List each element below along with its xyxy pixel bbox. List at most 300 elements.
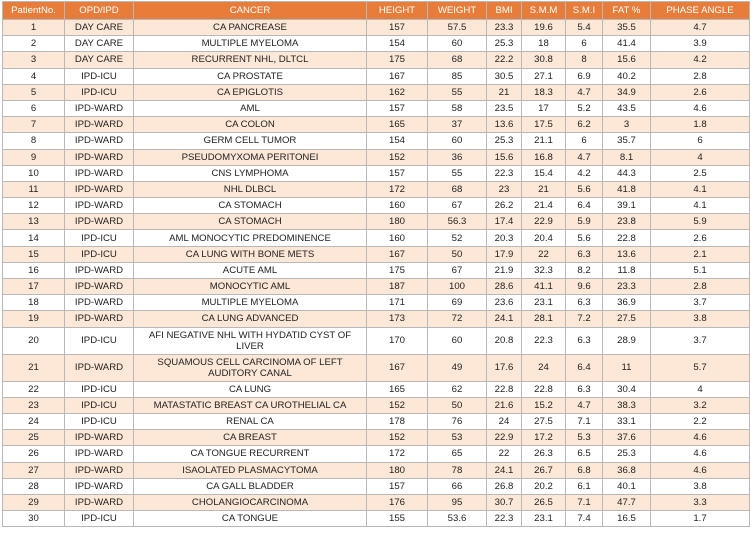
column-header-bmi: BMI — [487, 2, 522, 20]
table-cell: 7 — [3, 117, 65, 133]
table-cell: IPD-WARD — [65, 462, 134, 478]
table-cell: 2.8 — [651, 68, 750, 84]
table-cell: 6.8 — [566, 462, 603, 478]
table-cell: 22 — [3, 381, 65, 397]
table-cell: IPD-WARD — [65, 354, 134, 381]
table-cell: 152 — [367, 430, 428, 446]
table-cell: 47.7 — [603, 494, 651, 510]
table-row — [3, 214, 750, 230]
table-cell: 154 — [367, 36, 428, 52]
table-cell: IPD-WARD — [65, 214, 134, 230]
table-row — [3, 413, 750, 429]
table-cell: 6.2 — [566, 117, 603, 133]
column-header-smi: S.M.I — [566, 2, 603, 20]
table-cell: 2.6 — [651, 84, 750, 100]
column-header-opd-ipd: OPD/IPD — [65, 2, 134, 20]
table-cell: 22.3 — [487, 511, 522, 527]
table-cell: 165 — [367, 117, 428, 133]
table-cell: 2.6 — [651, 230, 750, 246]
table-cell: 13 — [3, 214, 65, 230]
table-cell: 22 — [487, 446, 522, 462]
patient-data-table — [2, 1, 750, 527]
table-cell: 6.5 — [566, 446, 603, 462]
table-cell: 6.4 — [566, 354, 603, 381]
table-cell: 8 — [566, 52, 603, 68]
table-cell: 5.1 — [651, 262, 750, 278]
table-cell: 11 — [3, 181, 65, 197]
table-cell: 167 — [367, 354, 428, 381]
table-cell: 66 — [428, 478, 487, 494]
column-header-cancer: CANCER — [134, 2, 367, 20]
table-cell: 21.4 — [522, 198, 566, 214]
column-header-height: HEIGHT — [367, 2, 428, 20]
table-cell: IPD-WARD — [65, 181, 134, 197]
table-row — [3, 327, 750, 354]
table-cell: DAY CARE — [65, 36, 134, 52]
table-row — [3, 262, 750, 278]
table-cell: 62 — [428, 381, 487, 397]
table-cell: 12 — [3, 198, 65, 214]
table-cell: 38.3 — [603, 397, 651, 413]
table-cell: IPD-ICU — [65, 84, 134, 100]
table-cell: 27.5 — [522, 413, 566, 429]
table-cell: 24 — [522, 354, 566, 381]
table-cell: ACUTE AML — [134, 262, 367, 278]
table-cell: 41.8 — [603, 181, 651, 197]
table-cell: 22.9 — [522, 214, 566, 230]
table-row — [3, 36, 750, 52]
table-cell: 67 — [428, 198, 487, 214]
table-cell: 33.1 — [603, 413, 651, 429]
table-cell: 58 — [428, 100, 487, 116]
table-cell: 155 — [367, 511, 428, 527]
table-cell: 5.3 — [566, 430, 603, 446]
table-cell: 27 — [3, 462, 65, 478]
column-header-phase-angle: PHASE ANGLE — [651, 2, 750, 20]
table-cell: 20.2 — [522, 478, 566, 494]
table-cell: 43.5 — [603, 100, 651, 116]
table-cell: 187 — [367, 279, 428, 295]
table-cell: 5.9 — [651, 214, 750, 230]
table-cell: 18.3 — [522, 84, 566, 100]
table-cell: CA STOMACH — [134, 198, 367, 214]
table-row — [3, 430, 750, 446]
table-cell: 25.3 — [603, 446, 651, 462]
table-cell: 6.3 — [566, 327, 603, 354]
table-cell: CA STOMACH — [134, 214, 367, 230]
table-cell: 7.1 — [566, 494, 603, 510]
table-cell: 11 — [603, 354, 651, 381]
table-cell: 17.5 — [522, 117, 566, 133]
table-cell: 157 — [367, 478, 428, 494]
table-cell: 11.8 — [603, 262, 651, 278]
table-cell: 24 — [487, 413, 522, 429]
table-cell: 3 — [603, 117, 651, 133]
table-cell: 60 — [428, 133, 487, 149]
column-header-patientno: PatientNo. — [3, 2, 65, 20]
table-cell: 21.1 — [522, 133, 566, 149]
table-row — [3, 511, 750, 527]
table-cell: CA LUNG ADVANCED — [134, 311, 367, 327]
table-cell: 35.7 — [603, 133, 651, 149]
table-cell: 4.6 — [651, 462, 750, 478]
table-cell: 50 — [428, 246, 487, 262]
table-cell: 175 — [367, 262, 428, 278]
table-cell: 30.8 — [522, 52, 566, 68]
table-cell: 21.6 — [487, 397, 522, 413]
table-cell: IPD-WARD — [65, 149, 134, 165]
table-cell: 19 — [3, 311, 65, 327]
table-cell: 49 — [428, 354, 487, 381]
column-header-weight: WEIGHT — [428, 2, 487, 20]
table-cell: MULTIPLE MYELOMA — [134, 36, 367, 52]
table-cell: 21 — [3, 354, 65, 381]
table-cell: 6.3 — [566, 381, 603, 397]
table-cell: 22.3 — [522, 327, 566, 354]
table-cell: 50 — [428, 397, 487, 413]
table-cell: 37.6 — [603, 430, 651, 446]
table-cell: 37 — [428, 117, 487, 133]
table-cell: IPD-ICU — [65, 397, 134, 413]
table-cell: 30 — [3, 511, 65, 527]
table-row — [3, 68, 750, 84]
table-row — [3, 230, 750, 246]
table-cell: IPD-WARD — [65, 165, 134, 181]
table-cell: 72 — [428, 311, 487, 327]
table-row — [3, 198, 750, 214]
table-cell: IPD-ICU — [65, 413, 134, 429]
table-row — [3, 52, 750, 68]
table-cell: 175 — [367, 52, 428, 68]
table-cell: 55 — [428, 165, 487, 181]
table-cell: 162 — [367, 84, 428, 100]
table-cell: 23.5 — [487, 100, 522, 116]
table-cell: 157 — [367, 165, 428, 181]
table-cell: 3.7 — [651, 327, 750, 354]
table-cell: 16.5 — [603, 511, 651, 527]
table-row — [3, 354, 750, 381]
table-cell: RECURRENT NHL, DLTCL — [134, 52, 367, 68]
table-cell: 29 — [3, 494, 65, 510]
table-cell: 60 — [428, 327, 487, 354]
table-cell: DAY CARE — [65, 52, 134, 68]
table-cell: 172 — [367, 446, 428, 462]
table-cell: 40.1 — [603, 478, 651, 494]
table-row — [3, 181, 750, 197]
table-cell: CA GALL BLADDER — [134, 478, 367, 494]
column-header-smm: S.M.M — [522, 2, 566, 20]
table-cell: 23 — [3, 397, 65, 413]
table-cell: 21 — [522, 181, 566, 197]
table-row — [3, 397, 750, 413]
table-cell: 20.3 — [487, 230, 522, 246]
table-cell: CNS LYMPHOMA — [134, 165, 367, 181]
table-cell: 68 — [428, 52, 487, 68]
table-cell: 4.6 — [651, 446, 750, 462]
table-cell: 26.3 — [522, 446, 566, 462]
table-cell: 26.7 — [522, 462, 566, 478]
table-cell: 67 — [428, 262, 487, 278]
table-cell: 4 — [3, 68, 65, 84]
table-cell: 176 — [367, 494, 428, 510]
table-cell: 18 — [3, 295, 65, 311]
table-cell: 23.3 — [487, 20, 522, 36]
table-cell: 4.7 — [566, 84, 603, 100]
table-cell: RENAL CA — [134, 413, 367, 429]
table-cell: 5.6 — [566, 230, 603, 246]
table-cell: IPD-WARD — [65, 295, 134, 311]
table-row — [3, 381, 750, 397]
table-cell: 17.4 — [487, 214, 522, 230]
table-cell: DAY CARE — [65, 20, 134, 36]
table-cell: 22.8 — [487, 381, 522, 397]
table-cell: IPD-WARD — [65, 198, 134, 214]
table-cell: 180 — [367, 462, 428, 478]
table-cell: 5 — [3, 84, 65, 100]
table-cell: 25.3 — [487, 133, 522, 149]
table-cell: 4.6 — [651, 100, 750, 116]
table-cell: CA LUNG WITH BONE METS — [134, 246, 367, 262]
table-cell: IPD-WARD — [65, 311, 134, 327]
table-cell: IPD-WARD — [65, 100, 134, 116]
table-cell: 6 — [566, 133, 603, 149]
table-cell: 68 — [428, 181, 487, 197]
table-cell: 20.4 — [522, 230, 566, 246]
table-cell: 23.1 — [522, 295, 566, 311]
table-cell: 6 — [3, 100, 65, 116]
header-row — [3, 2, 750, 20]
table-row — [3, 84, 750, 100]
table-cell: 9.6 — [566, 279, 603, 295]
table-cell: 7.2 — [566, 311, 603, 327]
table-cell: 15 — [3, 246, 65, 262]
table-cell: PSEUDOMYXOMA PERITONEI — [134, 149, 367, 165]
table-cell: 20.8 — [487, 327, 522, 354]
table-cell: 2.2 — [651, 413, 750, 429]
table-cell: 85 — [428, 68, 487, 84]
table-body — [3, 20, 750, 527]
table-cell: 4 — [651, 149, 750, 165]
table-cell: 3.2 — [651, 397, 750, 413]
table-cell: 6 — [651, 133, 750, 149]
table-cell: 28.9 — [603, 327, 651, 354]
table-row — [3, 117, 750, 133]
table-cell: CA BREAST — [134, 430, 367, 446]
table-cell: CHOLANGIOCARCINOMA — [134, 494, 367, 510]
table-cell: AML MONOCYTIC PREDOMINENCE — [134, 230, 367, 246]
table-cell: 27.5 — [603, 311, 651, 327]
table-cell: 4.7 — [651, 20, 750, 36]
table-cell: 24 — [3, 413, 65, 429]
table-cell: IPD-WARD — [65, 446, 134, 462]
table-cell: 8 — [3, 133, 65, 149]
table-cell: IPD-WARD — [65, 133, 134, 149]
table-cell: 60 — [428, 36, 487, 52]
table-cell: 52 — [428, 230, 487, 246]
table-cell: 30.7 — [487, 494, 522, 510]
table-cell: 154 — [367, 133, 428, 149]
table-cell: 5.2 — [566, 100, 603, 116]
table-cell: 167 — [367, 68, 428, 84]
column-header-fat: FAT % — [603, 2, 651, 20]
table-cell: 15.2 — [522, 397, 566, 413]
table-cell: 34.9 — [603, 84, 651, 100]
table-cell: 65 — [428, 446, 487, 462]
table-cell: 30.4 — [603, 381, 651, 397]
table-cell: 2.1 — [651, 246, 750, 262]
table-cell: 17.9 — [487, 246, 522, 262]
table-cell: 8.2 — [566, 262, 603, 278]
table-cell: IPD-ICU — [65, 381, 134, 397]
table-cell: 170 — [367, 327, 428, 354]
table-cell: IPD-WARD — [65, 279, 134, 295]
table-cell: 7.1 — [566, 413, 603, 429]
table-cell: 172 — [367, 181, 428, 197]
table-cell: 35.5 — [603, 20, 651, 36]
table-cell: 152 — [367, 149, 428, 165]
table-row — [3, 478, 750, 494]
table-cell: 56.3 — [428, 214, 487, 230]
table-row — [3, 149, 750, 165]
table-cell: 5.4 — [566, 20, 603, 36]
table-cell: CA EPIGLOTIS — [134, 84, 367, 100]
table-cell: IPD-ICU — [65, 246, 134, 262]
table-cell: 4.2 — [651, 52, 750, 68]
table-cell: 173 — [367, 311, 428, 327]
table-cell: 24.1 — [487, 462, 522, 478]
table-cell: CA PANCREASE — [134, 20, 367, 36]
table-cell: 41.4 — [603, 36, 651, 52]
table-cell: 26.2 — [487, 198, 522, 214]
table-cell: 22 — [522, 246, 566, 262]
table-cell: 26 — [3, 446, 65, 462]
table-row — [3, 462, 750, 478]
table-cell: 157 — [367, 100, 428, 116]
table-cell: 16.8 — [522, 149, 566, 165]
table-cell: 53 — [428, 430, 487, 446]
table-cell: 160 — [367, 230, 428, 246]
table-cell: 23.6 — [487, 295, 522, 311]
table-cell: IPD-WARD — [65, 494, 134, 510]
table-cell: 23.1 — [522, 511, 566, 527]
table-cell: 165 — [367, 381, 428, 397]
table-cell: 17 — [3, 279, 65, 295]
table-cell: 21.9 — [487, 262, 522, 278]
table-cell: 57.5 — [428, 20, 487, 36]
table-cell: 3.9 — [651, 36, 750, 52]
table-cell: 22.9 — [487, 430, 522, 446]
table-cell: 3 — [3, 52, 65, 68]
table-cell: 44.3 — [603, 165, 651, 181]
table-cell: 53.6 — [428, 511, 487, 527]
table-cell: 4.7 — [566, 149, 603, 165]
table-cell: 167 — [367, 246, 428, 262]
table-cell: 13.6 — [603, 246, 651, 262]
table-cell: NHL DLBCL — [134, 181, 367, 197]
table-cell: CA COLON — [134, 117, 367, 133]
table-cell: 3.8 — [651, 478, 750, 494]
table-cell: IPD-ICU — [65, 230, 134, 246]
table-cell: 10 — [3, 165, 65, 181]
table-row — [3, 295, 750, 311]
table-cell: 2.8 — [651, 279, 750, 295]
table-cell: 6.3 — [566, 246, 603, 262]
table-cell: 25.3 — [487, 36, 522, 52]
table-cell: CA LUNG — [134, 381, 367, 397]
table-cell: 1 — [3, 20, 65, 36]
table-cell: 22.2 — [487, 52, 522, 68]
table-cell: 26.8 — [487, 478, 522, 494]
table-cell: 22.8 — [603, 230, 651, 246]
table-cell: 28.6 — [487, 279, 522, 295]
table-cell: 36.9 — [603, 295, 651, 311]
table-cell: 6.3 — [566, 295, 603, 311]
table-cell: 20 — [3, 327, 65, 354]
table-row — [3, 133, 750, 149]
table-cell: 69 — [428, 295, 487, 311]
table-cell: 26.5 — [522, 494, 566, 510]
table-row — [3, 446, 750, 462]
table-cell: CA PROSTATE — [134, 68, 367, 84]
table-cell: 3.3 — [651, 494, 750, 510]
table-cell: IPD-ICU — [65, 511, 134, 527]
table-cell: 4.1 — [651, 181, 750, 197]
table-cell: 178 — [367, 413, 428, 429]
table-cell: 3.8 — [651, 311, 750, 327]
table-cell: 171 — [367, 295, 428, 311]
table-cell: 7.4 — [566, 511, 603, 527]
table-cell: 6.4 — [566, 198, 603, 214]
table-cell: 23.8 — [603, 214, 651, 230]
table-cell: 15.4 — [522, 165, 566, 181]
table-cell: IPD-WARD — [65, 117, 134, 133]
table-cell: MULTIPLE MYELOMA — [134, 295, 367, 311]
table-cell: 4.6 — [651, 430, 750, 446]
table-cell: 160 — [367, 198, 428, 214]
table-cell: 19.6 — [522, 20, 566, 36]
table-row — [3, 20, 750, 36]
table-cell: 23 — [487, 181, 522, 197]
table-cell: 14 — [3, 230, 65, 246]
table-cell: 27.1 — [522, 68, 566, 84]
table-cell: 78 — [428, 462, 487, 478]
table-cell: IPD-ICU — [65, 327, 134, 354]
table-cell: 152 — [367, 397, 428, 413]
table-cell: 55 — [428, 84, 487, 100]
table-row — [3, 494, 750, 510]
table-cell: 17.2 — [522, 430, 566, 446]
table-cell: 5.9 — [566, 214, 603, 230]
table-row — [3, 100, 750, 116]
table-cell: 28 — [3, 478, 65, 494]
table-cell: AML — [134, 100, 367, 116]
table-cell: 1.8 — [651, 117, 750, 133]
table-cell: 30.5 — [487, 68, 522, 84]
table-cell: 9 — [3, 149, 65, 165]
table-cell: IPD-WARD — [65, 430, 134, 446]
table-cell: 8.1 — [603, 149, 651, 165]
table-cell: AFI NEGATIVE NHL WITH HYDATID CYST OF LIVER — [134, 327, 367, 354]
table-cell: IPD-ICU — [65, 68, 134, 84]
table-cell: 180 — [367, 214, 428, 230]
table-cell: CA TONGUE RECURRENT — [134, 446, 367, 462]
table-cell: 17 — [522, 100, 566, 116]
table-row — [3, 246, 750, 262]
table-cell: 36 — [428, 149, 487, 165]
table-cell: MONOCYTIC AML — [134, 279, 367, 295]
table-cell: 40.2 — [603, 68, 651, 84]
table-cell: 17.6 — [487, 354, 522, 381]
